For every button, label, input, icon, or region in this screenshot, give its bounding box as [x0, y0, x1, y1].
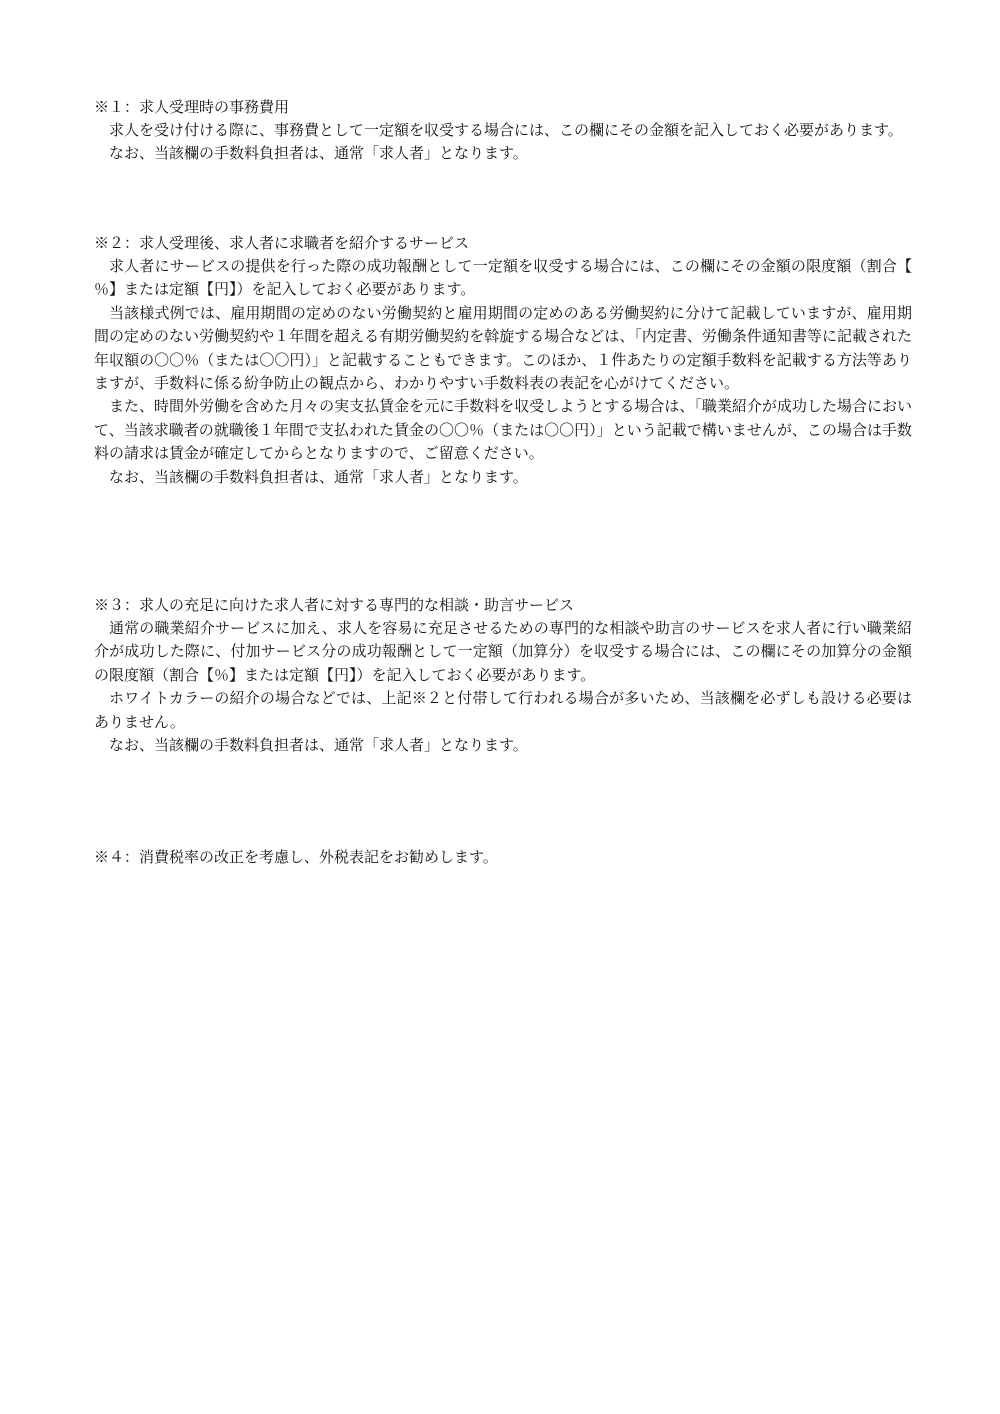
- note-3-paragraph-3: なお、当該欄の手数料負担者は、通常「求人者」となります。: [109, 736, 528, 755]
- note-2-paragraph-2: 当該様式例では、雇用期間の定めのない労働契約と雇用期間の定めのある労働契約に分けて記載していますが、雇用期間の定めのない労働契約や１年間を超える有期労働契約を斡旋する場合などは、「内定書、労働条件通知書等に記載された年収額の〇〇％（または〇〇円）」と記載することもできます。このほか、１件あたりの定額手数料を記載する方法等ありますが、手数料に係る紛争防止の観点から、わかりやすい手数料表の表記を心がけてください。: [94, 303, 912, 393]
- note-2-paragraph-4: なお、当該欄の手数料負担者は、通常「求人者」となります。: [109, 467, 528, 486]
- note-1-paragraph-2: なお、当該欄の手数料負担者は、通常「求人者」となります。: [109, 144, 528, 163]
- note-2-paragraph-1: 求人者にサービスの提供を行った際の成功報酬として一定額を収受する場合には、この欄にその金額の限度額（割合【％】または定額【円】）を記入しておく必要があります。: [94, 257, 912, 299]
- note-3: [94, 594, 912, 757]
- note-3-paragraph-1: 通常の職業紹介サービスに加え、求人を容易に充足させるための専門的な相談や助言のサービスを求人者に行い職業紹介が成功した際に、付加サービス分の成功報酬として一定額（加算分）を収受する場合には、この欄にその加算分の金額の限度額（割合【％】または定額【円】）を記入しておく必要があります。: [94, 619, 912, 684]
- note-1-heading: ※１：求人受理時の事務費用: [94, 98, 290, 116]
- note-3-paragraph-2: ホワイトカラーの紹介の場合などでは、上記※２と付帯して行われる場合が多いため、当該欄を必ずしも設ける必要はありません。: [94, 689, 912, 731]
- note-4-heading: ※４：消費税率の改正を考慮し、外税表記をお勧めします。: [94, 848, 498, 866]
- note-4: [94, 846, 912, 869]
- note-2-paragraph-3: また、時間外労働を含めた月々の実支払賃金を元に手数料を収受しようとする場合は、「職業紹介が成功した場合において、当該求職者の就職後１年間で支払われた賃金の〇〇％（または〇〇円）」という記載で構いませんが、この場合は手数料の請求は賃金が確定してからとなりますので、ご留意ください。: [94, 397, 912, 463]
- note-1-paragraph-1: 求人を受け付ける際に、事務費として一定額を収受する場合には、この欄にその金額を記入しておく必要があります。: [109, 121, 903, 139]
- note-2-heading: ※２：求人受理後、求人者に求職者を紹介するサービス: [94, 234, 470, 252]
- note-3-heading: ※３：求人の充足に向けた求人者に対する専門的な相談・助言サービス: [94, 596, 575, 614]
- note-2: [94, 232, 912, 489]
- note-1: [94, 96, 912, 166]
